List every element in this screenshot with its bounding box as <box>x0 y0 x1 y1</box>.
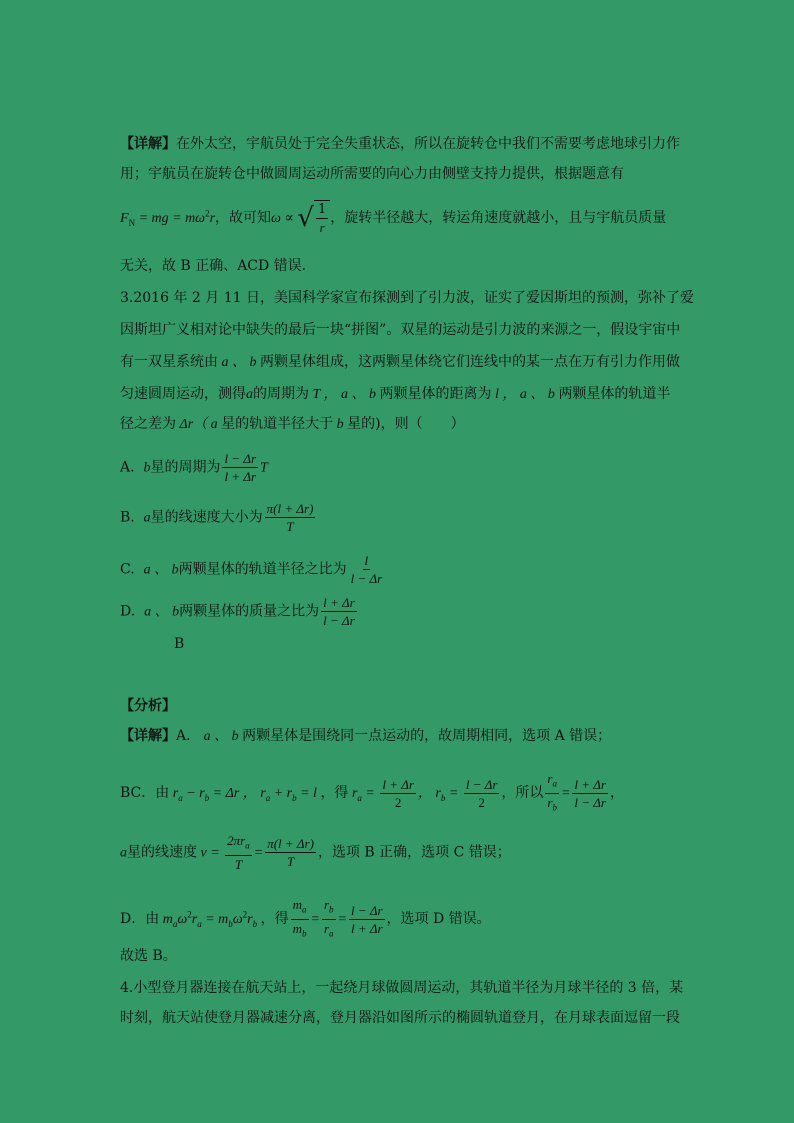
formula-omega: ω ∝ <box>271 211 298 226</box>
formula-sqrt: √ $\frac{1}{r}$ <box>297 200 330 236</box>
answer: B <box>174 636 185 652</box>
formula-fn: $F_N$ = mg = $m\omega^2r$ <box>120 208 216 228</box>
sol3-line-d: D．由 $m_a\omega^2r_a = m_b\omega^2r_b$ ，得 $\frac{m_a}{m_b}$ = $\frac{r_b}{r_a}$ = $\frac{l - \Delta r}{l + \Delta r}$ ，选项 D 错误。 <box>120 897 491 939</box>
sec1-line-2: 用；宇航员在旋转仓中做圆周运动所需要的向心力由侧壁支持力提供，根据题意有 <box>120 166 624 182</box>
q3-line-5: 径之差为 Δr（ a 星的轨道半径大于 b 星的)，则（ ） <box>120 416 465 432</box>
option-d: D. a 、 b两颗星体的质量之比为 $\frac{l + \Delta r}{l - \Delta r}$ <box>120 595 355 628</box>
sol3-line-a: 【详解】A． a 、 b 两颗星体是围绕同一点运动的，故周期相同，选项 A 错误； <box>120 728 612 744</box>
option-b: B. a星的线速度大小为 $\frac{\pi(l + \Delta r)}{T}$ <box>120 501 314 534</box>
q4-line-2: 时刻，航天站使登月器减速分离，登月器沿如图所示的椭圆轨道登月，在月球表面逗留一段 <box>120 1010 680 1026</box>
sol3-line-bc: BC．由 $r_a - r_b = \Delta r$ ， $r_a + r_b = l$ ，得 $r_a$ = $\frac{l + \Delta r}{2}$ ， $r_b$ = $\frac{l - \Delta r}{2}$ ，所以 $\frac{r_a}{r_b}$ = $\frac{l + \Delta r}{l - \Delta r}$ ， <box>120 771 624 813</box>
sec1-line-1: 【详解】在外太空，宇航员处于完全失重状态，所以在旋转仓中我们不需要考虑地球引力作 <box>120 136 680 152</box>
option-c: C. a 、 b两颗星体的轨道半径之比为 $\frac{l}{l - \Delta r}$ <box>120 553 383 586</box>
q4-line-1: 4.小型登月器连接在航天站上，一起绕月球做圆周运动，其轨道半径为月球半径的 3 倍，某 <box>120 980 684 996</box>
sec1-line-3: $F_N$ = mg = $m\omega^2r$，故可知ω ∝ √ $\frac{1}{r}$ ，旋转半径越大，转运角速度就越小，且与宇航员质量 <box>120 202 667 235</box>
analysis-heading: 【分析】 <box>120 698 176 714</box>
q3-line-2: 因斯坦广义相对论中缺失的最后一块“拼图”。双星的运动是引力波的来源之一，假设宇宙中 <box>120 322 681 338</box>
option-a: A. b星的周期为 $\frac{l - \Delta r}{l + \Delta r}$ T <box>120 451 268 484</box>
choose-line: 故选 B。 <box>120 948 177 964</box>
sec1-line-4: 无关，故 B 正确、ACD 错误． <box>120 258 316 274</box>
q3-line-1: 3.2016 年 2 月 11 日，美国科学家宣布探测到了引力波，证实了爱因斯坦的预测，弥补了爱 <box>120 290 694 306</box>
detail-heading: 【详解】 <box>120 136 176 152</box>
q3-line-4: 匀速圆周运动，测得a的周期为 T ， a 、 b 两颗星体的距离为 l ， a 、 b 两颗星体的轨道半 <box>120 386 671 402</box>
sol3-line-v: a星的线速度 v = $\frac{2\pi r_a}{T}$ = $\frac{\pi(l + \Delta r)}{T}$ ，选项 B 正确，选项 C 错误； <box>120 833 511 872</box>
q3-line-3: 有一双星系统由 a 、 b 两颗星体组成，这两颗星体绕它们连线中的某一点在万有引力作用做 <box>120 354 680 370</box>
